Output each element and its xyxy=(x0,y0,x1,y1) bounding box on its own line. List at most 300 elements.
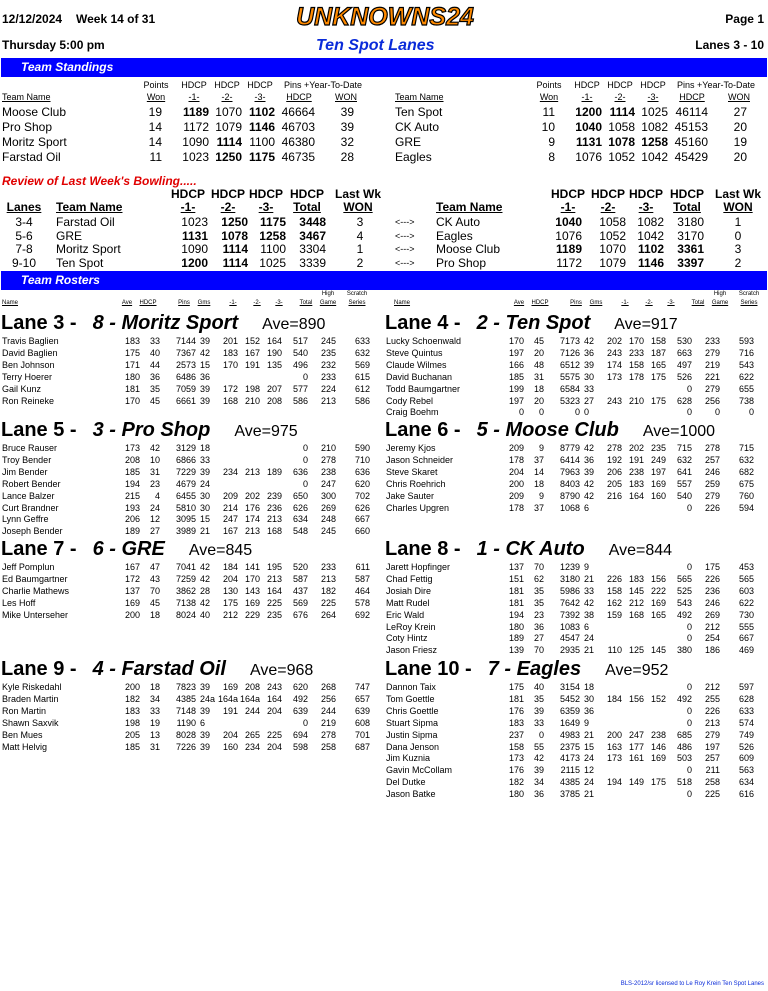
standings-col-sub: Won xyxy=(539,92,559,102)
roster-player-stat: 183 xyxy=(124,705,140,716)
roster-player-stat: 7144 xyxy=(175,336,196,346)
roster-player-stat: 213 xyxy=(320,395,336,406)
roster-player-stat: 156 xyxy=(650,573,666,584)
roster-player-stat: 279 xyxy=(704,729,720,740)
roster-player-stat: 24 xyxy=(584,753,595,764)
roster-player-stat: 254 xyxy=(704,633,720,644)
review-lanes: 9-10 xyxy=(11,256,37,271)
roster-player-stat: 164a xyxy=(218,693,239,704)
roster-lane-title xyxy=(385,312,678,335)
roster-player-stat: 2375 xyxy=(559,741,580,752)
roster-player-stat: 175 xyxy=(124,347,140,358)
review-col-sub: Total xyxy=(673,200,701,214)
roster-player-stat: 258 xyxy=(704,777,720,788)
roster-player-stat: 12 xyxy=(149,514,160,525)
roster-player-stat: 268 xyxy=(320,682,336,692)
roster-player-stat: 205 xyxy=(606,478,622,489)
standings-game2: 1114 xyxy=(216,135,242,149)
review-col-top: HDCP xyxy=(170,187,205,201)
standings-game2: 1052 xyxy=(608,150,635,164)
roster-player-stat: 0 xyxy=(686,633,692,644)
roster-player-row xyxy=(384,776,764,788)
roster-player-stat: 632 xyxy=(738,454,754,465)
roster-player-row xyxy=(384,788,764,800)
roster-player-stat: 204 xyxy=(222,573,238,584)
roster-player-row xyxy=(384,752,764,764)
roster-player-stat: 244 xyxy=(320,705,336,716)
roster-player-stat: 0 xyxy=(302,443,308,453)
roster-player-row xyxy=(0,395,380,407)
roster-player-name: David Buchanan xyxy=(386,371,453,382)
roster-player-stat: 37 xyxy=(533,502,544,513)
roster-player-stat: 239 xyxy=(266,490,282,501)
roster-col-header: -1- xyxy=(229,300,237,306)
standings-col-sub: -3- xyxy=(647,92,659,102)
review-score-a: 1200 xyxy=(181,256,208,271)
roster-player-stat: 8779 xyxy=(559,443,580,453)
roster-player-row xyxy=(0,525,380,537)
roster-player-stat: 135 xyxy=(266,359,282,370)
standings-game1: 1189 xyxy=(182,105,209,119)
roster-player-stat: 169 xyxy=(124,597,140,608)
roster-player-stat: 42 xyxy=(200,573,211,584)
roster-player-stat: 12 xyxy=(584,765,595,776)
roster-player-stat: 172 xyxy=(222,383,238,394)
roster-player-stat: 201 xyxy=(222,336,238,346)
roster-player-stat: 45 xyxy=(533,336,544,346)
roster-player-stat: 626 xyxy=(292,502,308,513)
roster-player-stat: 18 xyxy=(584,682,595,692)
standings-ytd-won-header: WON xyxy=(335,92,357,102)
roster-player-row xyxy=(384,609,764,621)
review-team-header: Team Name xyxy=(56,200,123,214)
roster-player-stat: 21 xyxy=(200,526,211,537)
roster-player-stat: 173 xyxy=(606,371,622,382)
roster-player-stat: 620 xyxy=(354,478,370,489)
roster-player-stat: 212 xyxy=(704,682,720,692)
roster-player-stat: 4 xyxy=(154,490,160,501)
roster-player-stat: 687 xyxy=(354,741,370,752)
roster-player-stat: 244 xyxy=(244,705,260,716)
roster-player-stat: 710 xyxy=(354,454,370,465)
roster-player-stat: 730 xyxy=(738,609,754,620)
roster-player-row xyxy=(0,502,380,514)
standings-col-sub: -3- xyxy=(254,92,266,102)
roster-player-row xyxy=(384,632,764,644)
roster-lane-title xyxy=(385,658,668,681)
roster-player-stat: 247 xyxy=(222,514,238,525)
roster-player-stat: 518 xyxy=(676,777,692,788)
roster-player-stat: 21 xyxy=(584,729,595,740)
roster-player-stat: 198 xyxy=(124,717,140,728)
roster-player-stat: 30 xyxy=(584,693,595,704)
review-score-a: 1025 xyxy=(259,256,286,271)
roster-player-name: Robert Bender xyxy=(2,478,61,489)
roster-player-stat: 24 xyxy=(584,777,595,788)
roster-player-stat: 183 xyxy=(628,573,644,584)
roster-player-stat: 5323 xyxy=(559,395,580,406)
roster-player-stat: 186 xyxy=(704,645,720,656)
roster-player-stat: 177 xyxy=(628,741,644,752)
roster-player-stat: 164a xyxy=(239,693,260,704)
standings-won: 19 xyxy=(148,105,162,119)
standings-game1: 1076 xyxy=(575,150,602,164)
roster-player-stat: 225 xyxy=(320,597,336,608)
roster-player-stat: 237 xyxy=(508,729,524,740)
roster-col-header: Game xyxy=(319,300,337,306)
roster-col-header: Gms xyxy=(589,300,603,306)
review-row xyxy=(0,243,768,256)
roster-player-name: Stuart Sipma xyxy=(386,717,439,728)
roster-player-stat: 0 xyxy=(714,407,720,418)
roster-player-stat: 701 xyxy=(354,729,370,740)
roster-player-stat: 3180 xyxy=(559,573,580,584)
roster-team-average: Ave=968 xyxy=(249,662,314,679)
roster-player-stat: 492 xyxy=(676,609,692,620)
roster-player-row xyxy=(0,371,380,383)
standings-team-name: Pro Shop xyxy=(2,120,53,134)
roster-player-row xyxy=(0,478,380,490)
roster-player-stat: 137 xyxy=(508,562,524,572)
roster-player-name: Matt Helvig xyxy=(2,741,48,752)
roster-player-stat: 235 xyxy=(320,347,336,358)
roster-player-stat: 594 xyxy=(738,502,754,513)
roster-player-stat: 156 xyxy=(628,693,644,704)
standings-row xyxy=(0,135,380,149)
review-row xyxy=(0,216,768,229)
roster-player-stat: 130 xyxy=(222,585,238,596)
roster-player-stat: 238 xyxy=(650,729,666,740)
roster-player-stat: 158 xyxy=(508,741,524,752)
standings-title: Team Standings xyxy=(21,60,114,74)
review-col-sub: Total xyxy=(293,200,321,214)
roster-team-name: 6 - GRE xyxy=(92,538,165,560)
page-number: Page 1 xyxy=(725,12,764,26)
roster-player-stat: 7148 xyxy=(175,705,196,716)
roster-player-stat: 598 xyxy=(292,741,308,752)
roster-player-stat: 34 xyxy=(149,693,160,704)
roster-player-stat: 0 xyxy=(686,789,692,800)
review-score-b: 3361 xyxy=(677,242,704,257)
roster-player-stat: 243 xyxy=(606,395,622,406)
review-won-a: 3 xyxy=(356,215,364,229)
roster-player-stat: 278 xyxy=(704,443,720,453)
roster-player-stat: 175 xyxy=(704,562,720,572)
roster-player-stat: 206 xyxy=(124,514,140,525)
roster-player-stat: 234 xyxy=(244,741,260,752)
roster-col-header: -2- xyxy=(645,300,653,306)
roster-player-stat: 45 xyxy=(149,597,160,608)
roster-player-stat: 2115 xyxy=(560,765,580,776)
review-score-b: 3180 xyxy=(677,215,704,229)
roster-player-name: Chad Fettig xyxy=(386,573,433,584)
roster-player-stat: 226 xyxy=(704,705,720,716)
roster-player-stat: 232 xyxy=(320,359,336,370)
roster-player-stat: 611 xyxy=(355,562,370,572)
roster-player-stat: 214 xyxy=(222,502,238,513)
roster-team-name: 4 - Farstad Oil xyxy=(92,658,226,680)
roster-player-stat: 18 xyxy=(533,383,544,394)
roster-player-stat: 565 xyxy=(738,573,754,584)
roster-player-name: Del Dutke xyxy=(386,777,426,788)
roster-player-stat: 685 xyxy=(676,729,692,740)
roster-team-average: Ave=1000 xyxy=(642,423,716,440)
roster-player-stat: 24 xyxy=(584,633,595,644)
standings-game1: 1172 xyxy=(183,120,209,134)
roster-col-header: Ave xyxy=(513,300,525,306)
roster-col-header: HDCP xyxy=(139,300,157,306)
roster-player-row xyxy=(0,513,380,525)
roster-player-stat: 3989 xyxy=(175,526,196,537)
roster-player-stat: 702 xyxy=(354,490,370,501)
review-score-b: 1082 xyxy=(637,215,664,229)
roster-lane-title xyxy=(1,419,298,442)
roster-player-stat: 716 xyxy=(738,347,754,358)
roster-player-stat: 42 xyxy=(584,478,595,489)
roster-team-average: Ave=890 xyxy=(262,316,326,333)
roster-player-name: Gavin McCollam xyxy=(386,765,453,776)
roster-player-row xyxy=(384,347,764,359)
roster-player-stat: 5575 xyxy=(559,371,580,382)
standings-row xyxy=(393,105,768,119)
roster-player-row xyxy=(384,741,764,753)
roster-player-row xyxy=(0,585,380,597)
standings-game1: 1040 xyxy=(575,120,602,134)
roster-col-header: -3- xyxy=(275,300,283,306)
roster-player-stat: 42 xyxy=(584,597,595,608)
roster-player-stat: 169 xyxy=(650,753,666,764)
roster-player-stat: 597 xyxy=(738,682,754,692)
roster-player-row xyxy=(384,359,764,371)
roster-player-stat: 18 xyxy=(533,478,544,489)
roster-player-name: Ed Baumgartner xyxy=(2,573,68,584)
roster-player-stat: 183 xyxy=(628,478,644,489)
standings-team-name-header: Team Name xyxy=(395,92,444,102)
roster-player-stat: 208 xyxy=(124,454,140,465)
roster-player-stat: 210 xyxy=(628,395,644,406)
roster-player-stat: 14 xyxy=(533,466,544,477)
roster-player-stat: 184 xyxy=(606,693,622,704)
roster-player-stat: 255 xyxy=(704,693,720,704)
roster-player-stat: 715 xyxy=(676,443,692,453)
roster-player-stat: 633 xyxy=(354,336,370,346)
roster-player-name: Terry Hoerer xyxy=(2,371,53,382)
roster-team-average: Ave=975 xyxy=(234,423,298,440)
roster-player-stat: 249 xyxy=(650,454,666,465)
roster-player-stat: 39 xyxy=(533,705,544,716)
roster-player-row xyxy=(384,693,764,705)
roster-player-row xyxy=(384,406,764,418)
roster-player-stat: 7126 xyxy=(559,347,580,358)
league-date: 12/12/2024 xyxy=(2,12,63,26)
roster-player-stat: 7367 xyxy=(175,347,196,358)
roster-player-stat: 176 xyxy=(244,502,260,513)
roster-player-stat: 248 xyxy=(320,514,336,525)
standings-won: 10 xyxy=(541,120,555,134)
roster-player-stat: 191 xyxy=(244,359,260,370)
roster-player-stat: 204 xyxy=(508,466,524,477)
standings-col-sub: -1- xyxy=(581,92,593,102)
roster-col-header: Total xyxy=(299,300,313,306)
roster-player-stat: 655 xyxy=(738,383,754,394)
roster-team-average: Ave=917 xyxy=(614,316,678,333)
roster-player-stat: 187 xyxy=(650,347,666,358)
roster-team-name: 2 - Ten Spot xyxy=(476,312,591,334)
roster-player-stat: 212 xyxy=(222,609,238,620)
roster-player-stat: 39 xyxy=(200,466,211,477)
roster-player-stat: 167 xyxy=(124,562,140,572)
roster-player-stat: 200 xyxy=(124,682,140,692)
roster-player-stat: 675 xyxy=(738,478,754,489)
roster-player-stat: 189 xyxy=(508,633,524,644)
review-score-b: 1079 xyxy=(599,256,626,271)
roster-player-stat: 206 xyxy=(606,466,622,477)
roster-player-stat: 31 xyxy=(149,741,160,752)
roster-player-stat: 170 xyxy=(222,359,238,370)
roster-player-stat: 162 xyxy=(606,597,622,608)
bowling-center-name: Ten Spot Lanes xyxy=(316,37,435,54)
standings-row xyxy=(393,150,768,164)
roster-player-stat: 189 xyxy=(266,466,282,477)
roster-player-stat: 21 xyxy=(584,573,595,584)
roster-player-stat: 42 xyxy=(200,347,211,358)
review-score-a: 1090 xyxy=(181,242,208,257)
roster-player-stat: 8028 xyxy=(175,729,196,740)
roster-player-stat: 526 xyxy=(676,371,692,382)
roster-player-stat: 180 xyxy=(124,371,140,382)
roster-player-row xyxy=(0,597,380,609)
standings-col-top: HDCP xyxy=(247,80,273,90)
standings-game2: 1079 xyxy=(215,120,242,134)
standings-game2: 1078 xyxy=(608,135,635,149)
roster-player-stat: 247 xyxy=(320,478,336,489)
review-lanes: 5-6 xyxy=(15,228,33,243)
standings-game2: 1070 xyxy=(215,105,242,119)
roster-player-stat: 660 xyxy=(354,526,370,537)
roster-player-name: Kyle Riskedahl xyxy=(2,682,62,692)
roster-player-stat: 23 xyxy=(149,478,160,489)
standings-game3: 1082 xyxy=(641,120,668,134)
standings-team-name-header: Team Name xyxy=(2,92,51,102)
roster-player-stat: 208 xyxy=(244,682,260,692)
standings-team-name: CK Auto xyxy=(395,120,440,134)
roster-player-name: Craig Boehm xyxy=(386,407,439,418)
roster-col-header: Game xyxy=(711,300,729,306)
standings-won: 14 xyxy=(148,135,162,149)
roster-player-stat: 31 xyxy=(533,371,544,382)
roster-player-stat: 200 xyxy=(606,729,622,740)
roster-player-stat: 269 xyxy=(704,609,720,620)
roster-player-stat: 6414 xyxy=(559,454,580,465)
roster-player-stat: 236 xyxy=(266,502,282,513)
standings-ytd-won-header: WON xyxy=(728,92,750,102)
roster-player-stat: 39 xyxy=(584,359,595,370)
roster-player-stat: 194 xyxy=(508,609,524,620)
review-team-a: GRE xyxy=(56,228,83,243)
roster-player-stat: 172 xyxy=(124,573,140,584)
roster-player-stat: 8403 xyxy=(559,478,580,489)
roster-player-stat: 175 xyxy=(650,371,666,382)
roster-player-stat: 169 xyxy=(244,597,260,608)
roster-player-name: Jim Bender xyxy=(2,466,48,477)
roster-player-stat: 23 xyxy=(533,609,544,620)
roster-player-stat: 209 xyxy=(222,490,238,501)
roster-player-stat: 6359 xyxy=(559,705,580,716)
roster-player-stat: 110 xyxy=(607,645,622,656)
roster-player-stat: 233 xyxy=(704,336,720,346)
roster-player-name: Lucky Schoenwald xyxy=(386,336,462,346)
review-score-b: 1189 xyxy=(555,242,582,257)
roster-player-stat: 42 xyxy=(149,443,160,453)
roster-player-stat: 4983 xyxy=(559,729,580,740)
roster-player-stat: 39 xyxy=(200,336,211,346)
standings-row xyxy=(393,135,768,149)
roster-lane: Lane 7 - xyxy=(1,538,77,560)
roster-col-header: Name xyxy=(2,300,19,306)
roster-player-stat: 175 xyxy=(650,395,666,406)
roster-player-stat: 235 xyxy=(266,609,282,620)
roster-player-stat: 615 xyxy=(354,371,370,382)
roster-player-stat: 180 xyxy=(508,621,524,632)
standings-col-sub: -1- xyxy=(188,92,200,102)
review-score-a: 1175 xyxy=(259,215,286,229)
roster-player-stat: 39 xyxy=(200,682,211,692)
roster-player-stat: 176 xyxy=(508,765,524,776)
roster-player-stat: 593 xyxy=(738,336,754,346)
roster-player-row xyxy=(0,681,380,693)
roster-player-stat: 30 xyxy=(584,371,595,382)
roster-player-stat: 158 xyxy=(628,359,644,370)
roster-player-stat: 210 xyxy=(244,395,260,406)
review-score-b: 1070 xyxy=(599,242,626,257)
review-score-a: 1114 xyxy=(222,242,248,257)
roster-player-stat: 6 xyxy=(584,621,590,632)
roster-player-stat: 628 xyxy=(676,395,692,406)
roster-player-stat: 38 xyxy=(584,609,595,620)
roster-player-stat: 42 xyxy=(200,597,211,608)
roster-player-row xyxy=(384,442,764,454)
standings-ytd-won: 28 xyxy=(340,150,354,164)
roster-player-name: Les Hoff xyxy=(2,597,36,608)
roster-col-header: -3- xyxy=(667,300,675,306)
roster-lane: Lane 9 - xyxy=(1,658,77,680)
roster-player-stat: 0 xyxy=(686,383,692,394)
roster-player-stat: 300 xyxy=(320,490,336,501)
roster-player-stat: 207 xyxy=(266,383,282,394)
roster-player-stat: 7963 xyxy=(559,466,580,477)
roster-player-stat: 634 xyxy=(738,777,754,788)
roster-player-name: Josiah Dire xyxy=(386,585,432,596)
review-team-a: Moritz Sport xyxy=(56,242,121,257)
roster-player-stat: 6584 xyxy=(559,383,580,394)
roster-player-stat: 70 xyxy=(533,645,544,656)
roster-player-stat: 486 xyxy=(676,741,692,752)
standings-game3: 1102 xyxy=(248,105,275,119)
roster-player-stat: 185 xyxy=(508,371,524,382)
roster-player-stat: 620 xyxy=(292,682,308,692)
roster-player-stat: 0 xyxy=(686,682,692,692)
roster-player-stat: 6455 xyxy=(175,490,196,501)
standings-team-name: Moritz Sport xyxy=(2,135,67,149)
standings-pins: 45160 xyxy=(674,135,708,149)
roster-player-stat: 184 xyxy=(222,562,238,572)
roster-player-stat: 0 xyxy=(686,407,692,418)
review-score-a: 1131 xyxy=(181,228,208,243)
roster-player-stat: 7823 xyxy=(175,682,196,692)
standings-game3: 1100 xyxy=(249,135,275,149)
roster-player-stat: 70 xyxy=(149,585,160,596)
roster-player-stat: 216 xyxy=(606,490,622,501)
